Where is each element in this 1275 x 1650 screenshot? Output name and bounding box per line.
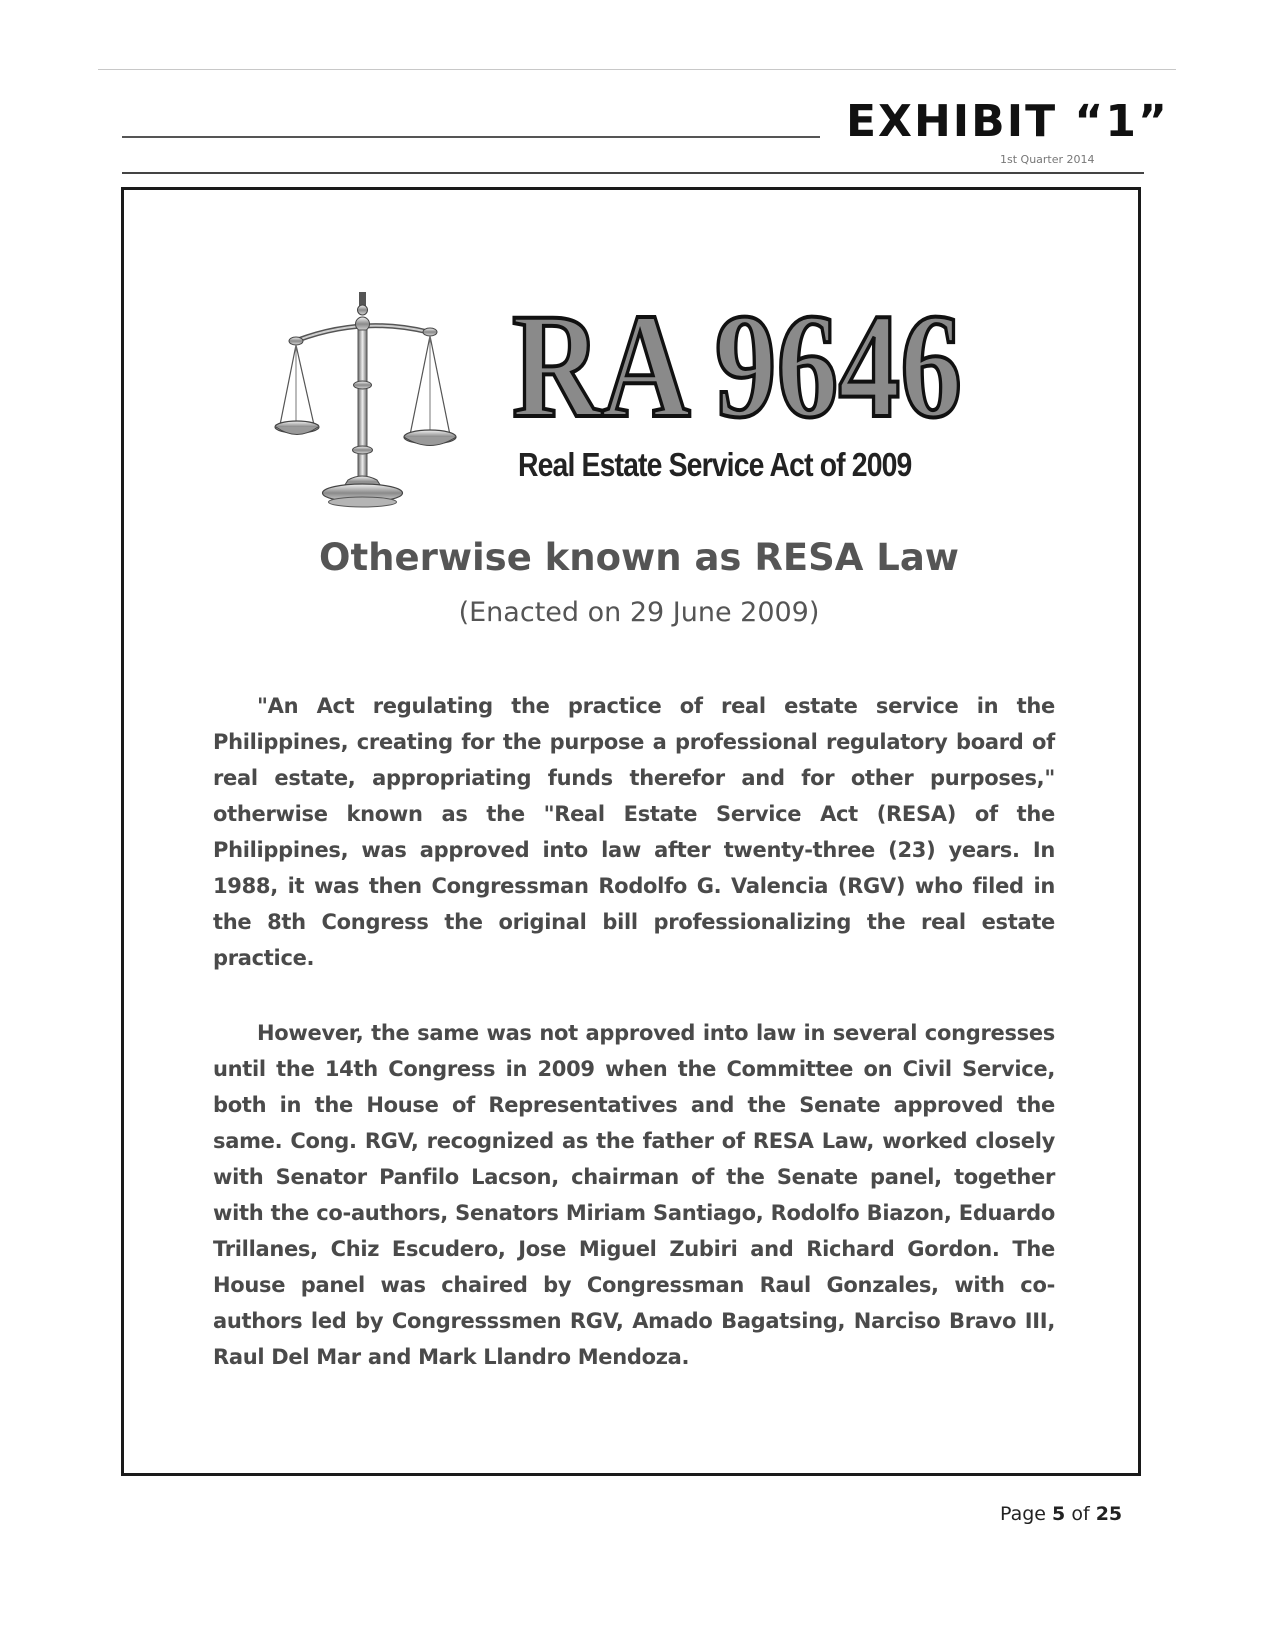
logo-subtitle: Real Estate Service Act of 2009 [518, 446, 912, 483]
exhibit-rule-full [122, 172, 1144, 174]
of-word: of [1071, 1503, 1090, 1525]
logo-title [512, 283, 972, 449]
enacted-date [0, 597, 1275, 628]
paragraph-2: However, the same was not approved into law in several congresses until the 14th Congress in 2009 when the Committee on Civil Service, both in the House of Representatives and the Senate approved the same. Cong. RGV, recognized as the father of RESA Law, worked closely with Senator Panfilo Lacson, chairman of the Senate panel, together with the co-authors, Senators Miriam Santiago, Rodolfo Biazon, Eduardo Trillanes, Chiz Escudero, Jose Miguel Zubiri and Richard Gordon. The House panel was chaired by Congressman Raul Gonzales, with co-authors led by Congresssmen RGV, Amado Bagatsing, Narciso Bravo III, Raul Del Mar and Mark Llandro Mendoza. [213, 1021, 1055, 1369]
exhibit-rule-left [122, 136, 820, 138]
aka-heading-text: Otherwise known as RESA Law [319, 536, 959, 579]
page-number [1000, 1503, 1122, 1525]
logo-title-text: RA 9646 [512, 283, 962, 449]
exhibit-subtitle-fragment: 1st Quarter 2014 [1000, 153, 1095, 166]
aka-heading [0, 536, 1275, 579]
page-word: Page [1000, 1503, 1046, 1525]
exhibit-label: EXHIBIT “1” [846, 96, 1169, 147]
enacted-date-text: (Enacted on 29 June 2009) [458, 597, 820, 628]
top-rule [98, 69, 1176, 70]
scales-of-justice-icon [278, 290, 488, 515]
page-total: 25 [1095, 1503, 1123, 1525]
page-current: 5 [1052, 1503, 1066, 1525]
paragraph-1: "An Act regulating the practice of real estate service in the Philippines, creating for the purpose a professional regulatory board of real estate, appropriating funds therefor and for other purposes," otherwise known as the "Real Estate Service Act (RESA) of the Philippines, was approved into law after twenty-three (23) years. In 1988, it was then Congressman Rodolfo G. Valencia (RGV) who filed in the 8th Congress the original bill professionalizing the real estate practice. [213, 694, 1055, 970]
